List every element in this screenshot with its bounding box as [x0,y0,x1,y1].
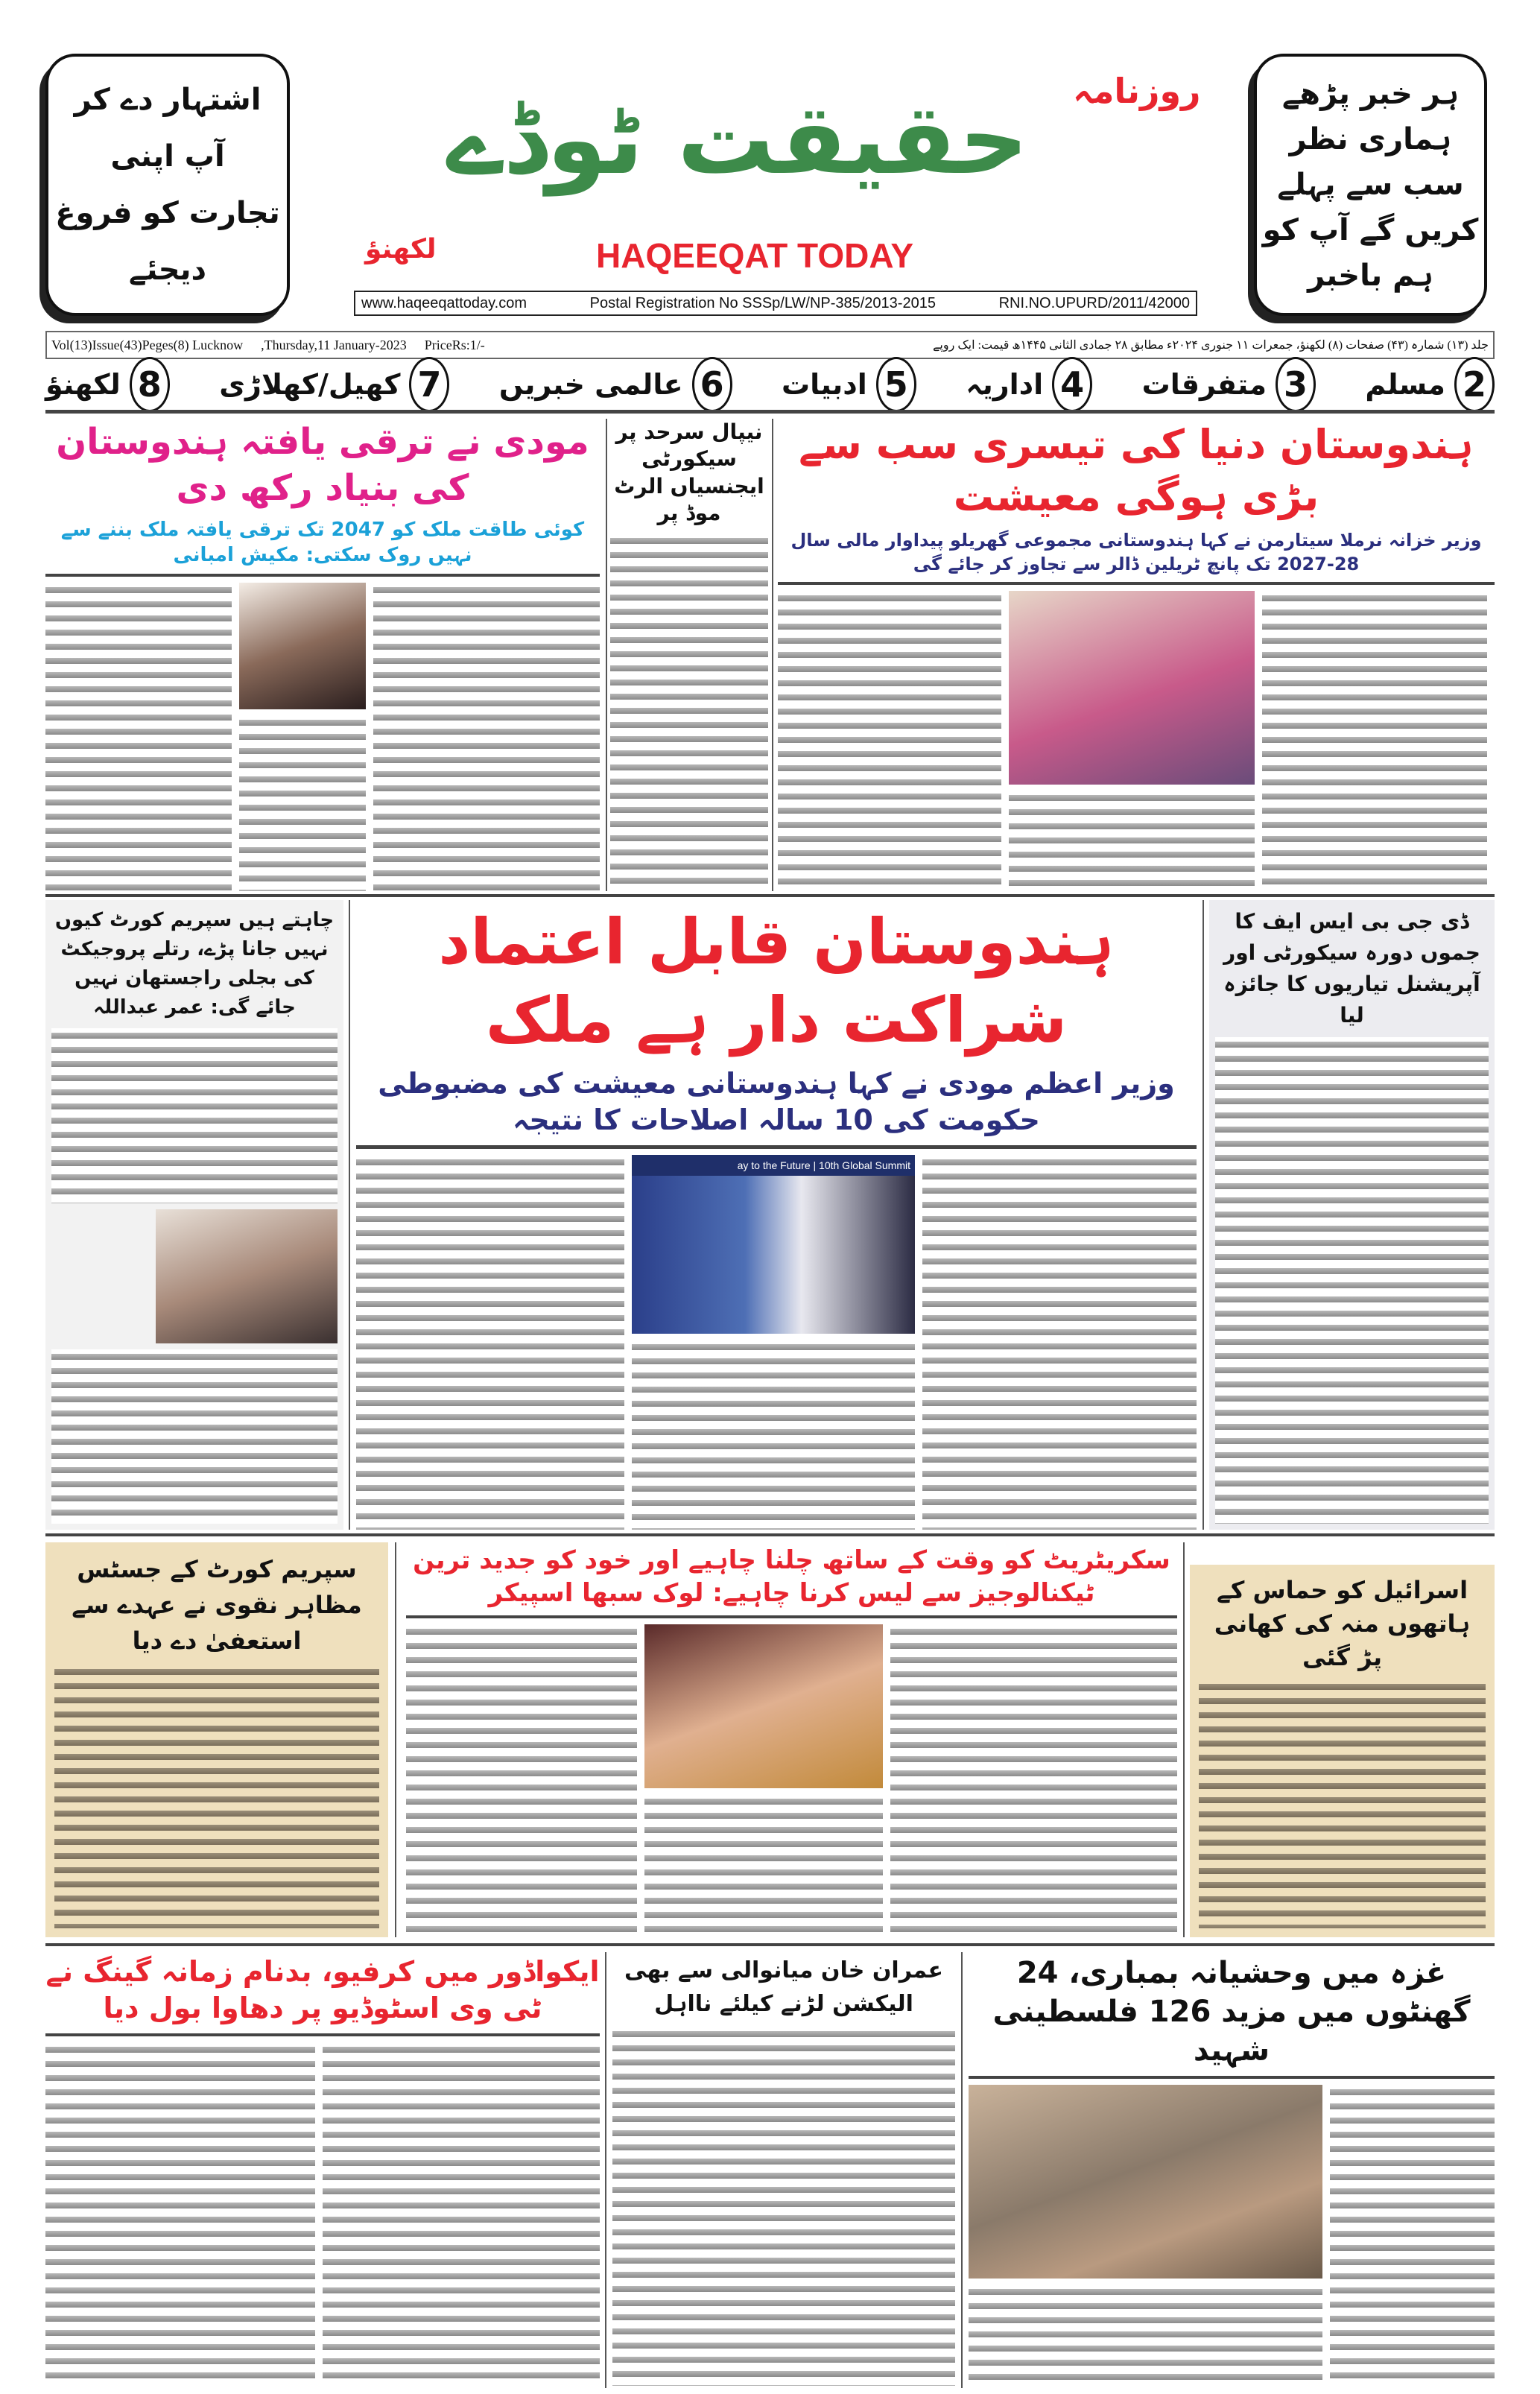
column-rule [605,1952,606,2388]
right-ad-box [1254,54,1487,316]
divider [45,1533,1495,1536]
headline-ambani: مودی نے ترقی یافتہ ہندوستان کی بنیاد رکھ دی [56,421,589,510]
article-body [890,1624,1177,1937]
section-item[interactable] [1142,357,1316,412]
economy-story [778,419,1495,891]
article-columns [406,1624,1177,1937]
section-label: ادبیات [782,368,867,401]
divider [969,2076,1495,2079]
urdu-issue-info: جلد (۱۳) شمارہ (۴۳) صفحات (۸) لکھنؤ، جمعرات ۱۱ جنوری ۲۰۲۴ء مطابق ۲۸ جمادی الثانی ۱۴۴۵ھ قیمت: ایک روپے [933,339,1489,352]
headline-ecuador: ایکواڈور میں کرفیو، بدنام زمانہ گینگ نے ٹی وی اسٹوڈیو پر دھاوا بول دیا [45,1955,600,2025]
website-link[interactable]: www.haqeeqattoday.com [361,294,527,311]
gaza-photo [969,2085,1322,2279]
headline-israel: اسرائیل کو حماس کے ہاتھوں منہ کی کھانی پڑ گئی [1214,1576,1471,1671]
divider [45,894,1495,897]
section-item[interactable] [499,357,732,412]
section-label: لکھنؤ [45,368,121,401]
article-body [1199,1679,1486,1928]
ad-line: آپ اپنی [110,139,225,174]
section-item[interactable] [782,357,916,412]
article-columns [45,583,600,891]
section-number: 6 [692,357,732,412]
article-columns [778,591,1495,891]
article-body [612,2027,955,2386]
article-body [1330,2085,1495,2386]
column-rule [1202,900,1204,1530]
registration-bar [354,291,1197,316]
section-number: 8 [130,357,170,412]
postal-registration: Postal Registration No SSSp/LW/NP-385/2013-2015 [589,294,936,311]
column-rule [395,1542,396,1937]
section-item[interactable] [45,357,170,412]
divider [45,574,600,577]
article-body [373,583,600,891]
volume-info: Vol(13)Issue(43)Peges(8) Lucknow [51,337,244,352]
nepal-story [610,419,768,891]
price: PriceRs:1/- [424,337,485,352]
omar-photo [156,1209,338,1343]
section-label: متفرقات [1141,368,1267,401]
divider [45,2033,600,2036]
article-body [51,1349,338,1524]
issue-info-strip [45,331,1495,359]
logo-urdu: حقیقت ٹوڈے [446,83,1029,196]
headline-speaker: سکریٹریٹ کو وقت کے ساتھ چلنا چاہیے اور خود کو جدید ترین ٹیکنالوجیز سے لیس کرنا چاہیے: لوک سبھا اسپیکر [413,1545,1170,1609]
headline-naqvi: سپریم کورٹ کے جسٹس مظاہر نقوی نے عہدے سے استعفیٰ دے دیا [72,1555,362,1655]
ambani-story [45,419,600,891]
headline-imran: عمران خان میانوالی سے بھی الیکشن لڑنے کیلئے نااہل [624,1957,943,2017]
logo-wrap [417,60,1058,220]
article-columns [969,2085,1495,2386]
section-label: اداریہ [966,368,1044,401]
column-rule [961,1952,963,2388]
photo-banner: ay to the Future | 10th Global Summit [632,1155,915,1176]
section-label: کھیل/کھلاڑی [219,368,401,401]
section-item[interactable] [1365,357,1495,412]
column-rule [606,419,607,891]
divider [406,1615,1177,1618]
article-body [239,715,366,891]
bsf-story [1209,900,1495,1530]
city-label: لکھنؤ [365,234,437,265]
section-number: 5 [876,357,916,412]
article-body [1215,1037,1489,1524]
headline-gaza: غزہ میں وحشیانہ بمباری، 24 گھنٹوں میں مزید 126 فلسطینی شہید [992,1956,1471,2068]
ad-line: دیجئے [128,253,207,287]
speaker-photo [644,1624,883,1788]
daily-label: روزنامہ [1073,71,1201,111]
section-number: 3 [1276,357,1316,412]
gaza-story [969,1954,1495,2386]
ad-line: ہر خبر پڑھے [1281,77,1460,112]
article-body [969,2284,1322,2386]
ad-line: کریں گے آپ کو [1262,212,1479,247]
ad-line: ہماری نظر [1289,122,1452,157]
section-label: مسلم [1365,368,1445,401]
ad-line: ہم باخبر [1308,258,1433,293]
left-ad-box [45,54,290,316]
section-number: 4 [1052,357,1092,412]
subheadline-economy: وزیر خزانہ نرملا سیتارمن نے کہا ہندوستانی مجموعی گھریلو پیداوار مالی سال 28-2027 تک پانچ ٹریلین ڈالر سے تجاوز کر جائے گی [790,530,1482,574]
article-body [632,1340,915,1530]
column-rule [349,900,350,1530]
article-columns [45,2042,600,2386]
ad-line: تجارت کو فروغ [55,196,280,230]
article-body [1009,791,1255,891]
article-body [778,591,1001,891]
article-body [54,1665,379,1928]
logo-english: HAQEEQAT TODAY [596,236,913,275]
divider [356,1145,1197,1149]
section-number: 7 [409,357,449,412]
subheadline-ambani: کوئی طاقت ملک کو 2047 تک ترقی یافتہ ملک بننے سے نہیں روک سکتی: مکیش امبانی [60,518,585,566]
ad-line: اشتہار دے کر [74,83,262,117]
issue-date: ,Thursday,11 January-2023 [261,337,407,352]
naqvi-story [45,1542,388,1937]
headline-nepal: نیپال سرحد پر سیکورٹی ایجنسیاں الرٹ موڈ پر [614,419,764,526]
section-nav [45,362,1495,407]
article-body [323,2042,600,2386]
israel-story [1190,1565,1495,1937]
column-rule [772,419,773,891]
article-body [610,533,768,891]
article-body [406,1624,637,1937]
headline-omar: چاہتے ہیں سپریم کورٹ کیوں نہیں جانا پڑے، رتلے پروجیکٹ کی بجلی راجستھان نہیں جائے گی: عمر عبداللہ [54,909,335,1019]
omar-story [45,900,343,1530]
section-label: عالمی خبریں [498,368,683,401]
article-body [45,583,232,891]
headline-economy: ہندوستان دنیا کی تیسری سب سے بڑی ہوگی معیشت [799,421,1474,521]
headline-bsf: ڈی جی بی ایس ایف کا جموں دورہ سیکورٹی اور آپریشنل تیاریوں کا جائزہ لیا [1223,909,1480,1027]
modi-photo [632,1155,915,1334]
article-body [644,1794,883,1937]
divider [778,582,1495,585]
divider [45,410,1495,414]
ambani-photo [239,583,366,709]
ecuador-story [45,1954,600,2386]
imran-story [612,1954,955,2386]
article-body [922,1155,1197,1530]
article-body [51,1028,338,1203]
column-rule [1183,1542,1185,1937]
article-body [356,1155,624,1530]
article-columns [356,1155,1197,1530]
headline-main: ہندوستان قابل اعتماد شراکت دار ہے ملک [438,905,1115,1057]
divider [45,1943,1495,1946]
speaker-story [406,1544,1177,1937]
subheadline-main: وزیر اعظم مودی نے کہا ہندوستانی معیشت کی مضبوطی حکومت کی 10 سالہ اصلاحات کا نتیجہ [378,1067,1175,1137]
sitharaman-photo [1009,591,1255,785]
article-body [1262,591,1487,891]
ad-line: سب سے پہلے [1277,167,1464,202]
article-body [45,2042,315,2386]
section-item[interactable] [219,357,449,412]
section-item[interactable] [966,357,1092,412]
section-number: 2 [1454,357,1495,412]
rni-number: RNI.NO.UPURD/2011/42000 [998,294,1190,311]
main-story [356,903,1197,1530]
